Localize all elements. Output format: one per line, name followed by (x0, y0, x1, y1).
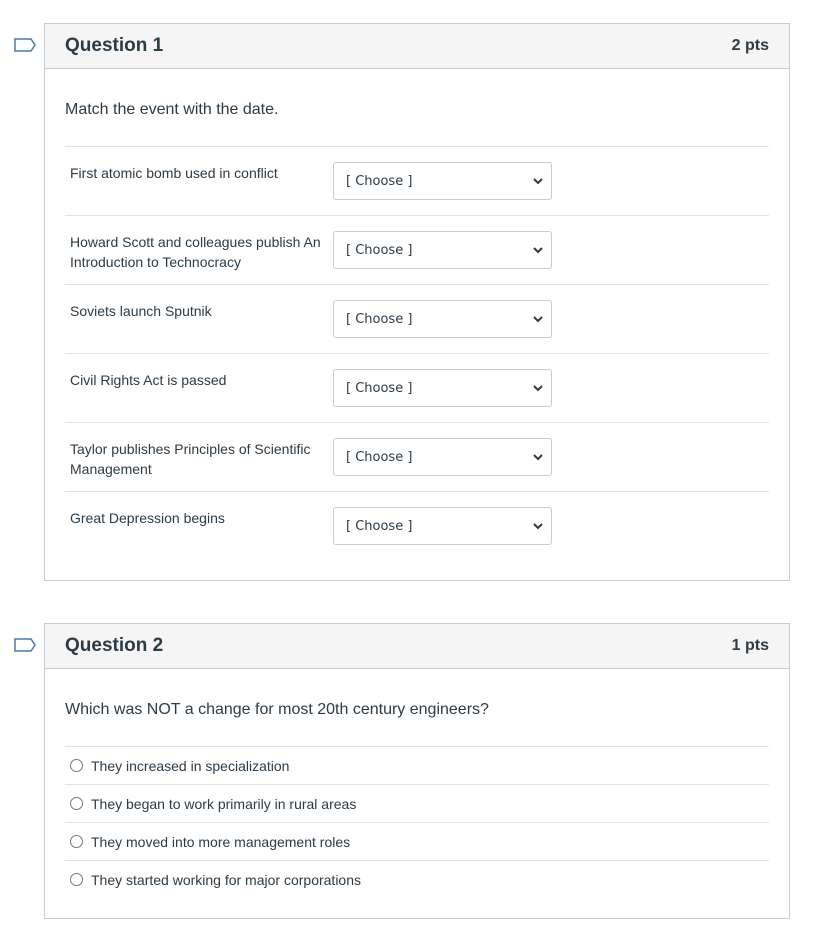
select-value: [ Choose ] (346, 173, 413, 189)
radio-button[interactable] (70, 835, 83, 848)
answer-label: They began to work primarily in rural areas (91, 795, 357, 812)
radio-button[interactable] (70, 797, 83, 810)
date-select[interactable] (333, 507, 552, 545)
question-prompt: Match the event with the date. (65, 101, 279, 118)
date-select[interactable] (333, 369, 552, 407)
match-row (65, 146, 769, 215)
match-row (65, 353, 769, 422)
answer-option[interactable] (65, 822, 769, 860)
question-2 (44, 623, 790, 919)
answer-label: They increased in specialization (91, 757, 290, 774)
bookmark-icon[interactable] (14, 38, 36, 52)
question-header (45, 624, 789, 669)
chevron-down-icon (533, 247, 543, 254)
date-select[interactable] (333, 300, 552, 338)
match-label: Civil Rights Act is passed (70, 372, 227, 388)
question-title: Question 1 (65, 35, 164, 56)
question-title: Question 2 (65, 635, 164, 656)
select-value: [ Choose ] (346, 311, 413, 327)
match-label: First atomic bomb used in conflict (70, 165, 278, 181)
select-value: [ Choose ] (346, 380, 413, 396)
date-select[interactable] (333, 231, 552, 269)
select-value: [ Choose ] (346, 518, 413, 534)
match-row (65, 284, 769, 353)
answer-option[interactable] (65, 860, 769, 898)
radio-button[interactable] (70, 759, 83, 772)
match-label: Soviets launch Sputnik (70, 303, 212, 319)
answer-option[interactable] (65, 784, 769, 822)
chevron-down-icon (533, 385, 543, 392)
match-row (65, 491, 769, 560)
radio-button[interactable] (70, 873, 83, 886)
bookmark-icon[interactable] (14, 638, 36, 652)
chevron-down-icon (533, 454, 543, 461)
select-value: [ Choose ] (346, 242, 413, 258)
question-points: 1 pts (731, 637, 769, 654)
answer-option[interactable] (65, 746, 769, 784)
answer-label: They moved into more management roles (91, 833, 351, 850)
match-label: Howard Scott and colleagues publish An Introduction to Technocracy (70, 234, 321, 270)
date-select[interactable] (333, 162, 552, 200)
question-prompt: Which was NOT a change for most 20th century engineers? (65, 701, 489, 718)
answer-label: They started working for major corporations (91, 871, 361, 888)
chevron-down-icon (533, 178, 543, 185)
chevron-down-icon (533, 523, 543, 530)
select-value: [ Choose ] (346, 449, 413, 465)
match-row (65, 422, 769, 491)
chevron-down-icon (533, 316, 543, 323)
date-select[interactable] (333, 438, 552, 476)
match-row (65, 215, 769, 284)
question-header (45, 24, 789, 69)
question-points: 2 pts (731, 37, 769, 54)
question-1 (44, 23, 790, 581)
match-label: Taylor publishes Principles of Scientific Management (70, 441, 311, 477)
match-label: Great Depression begins (70, 510, 225, 526)
